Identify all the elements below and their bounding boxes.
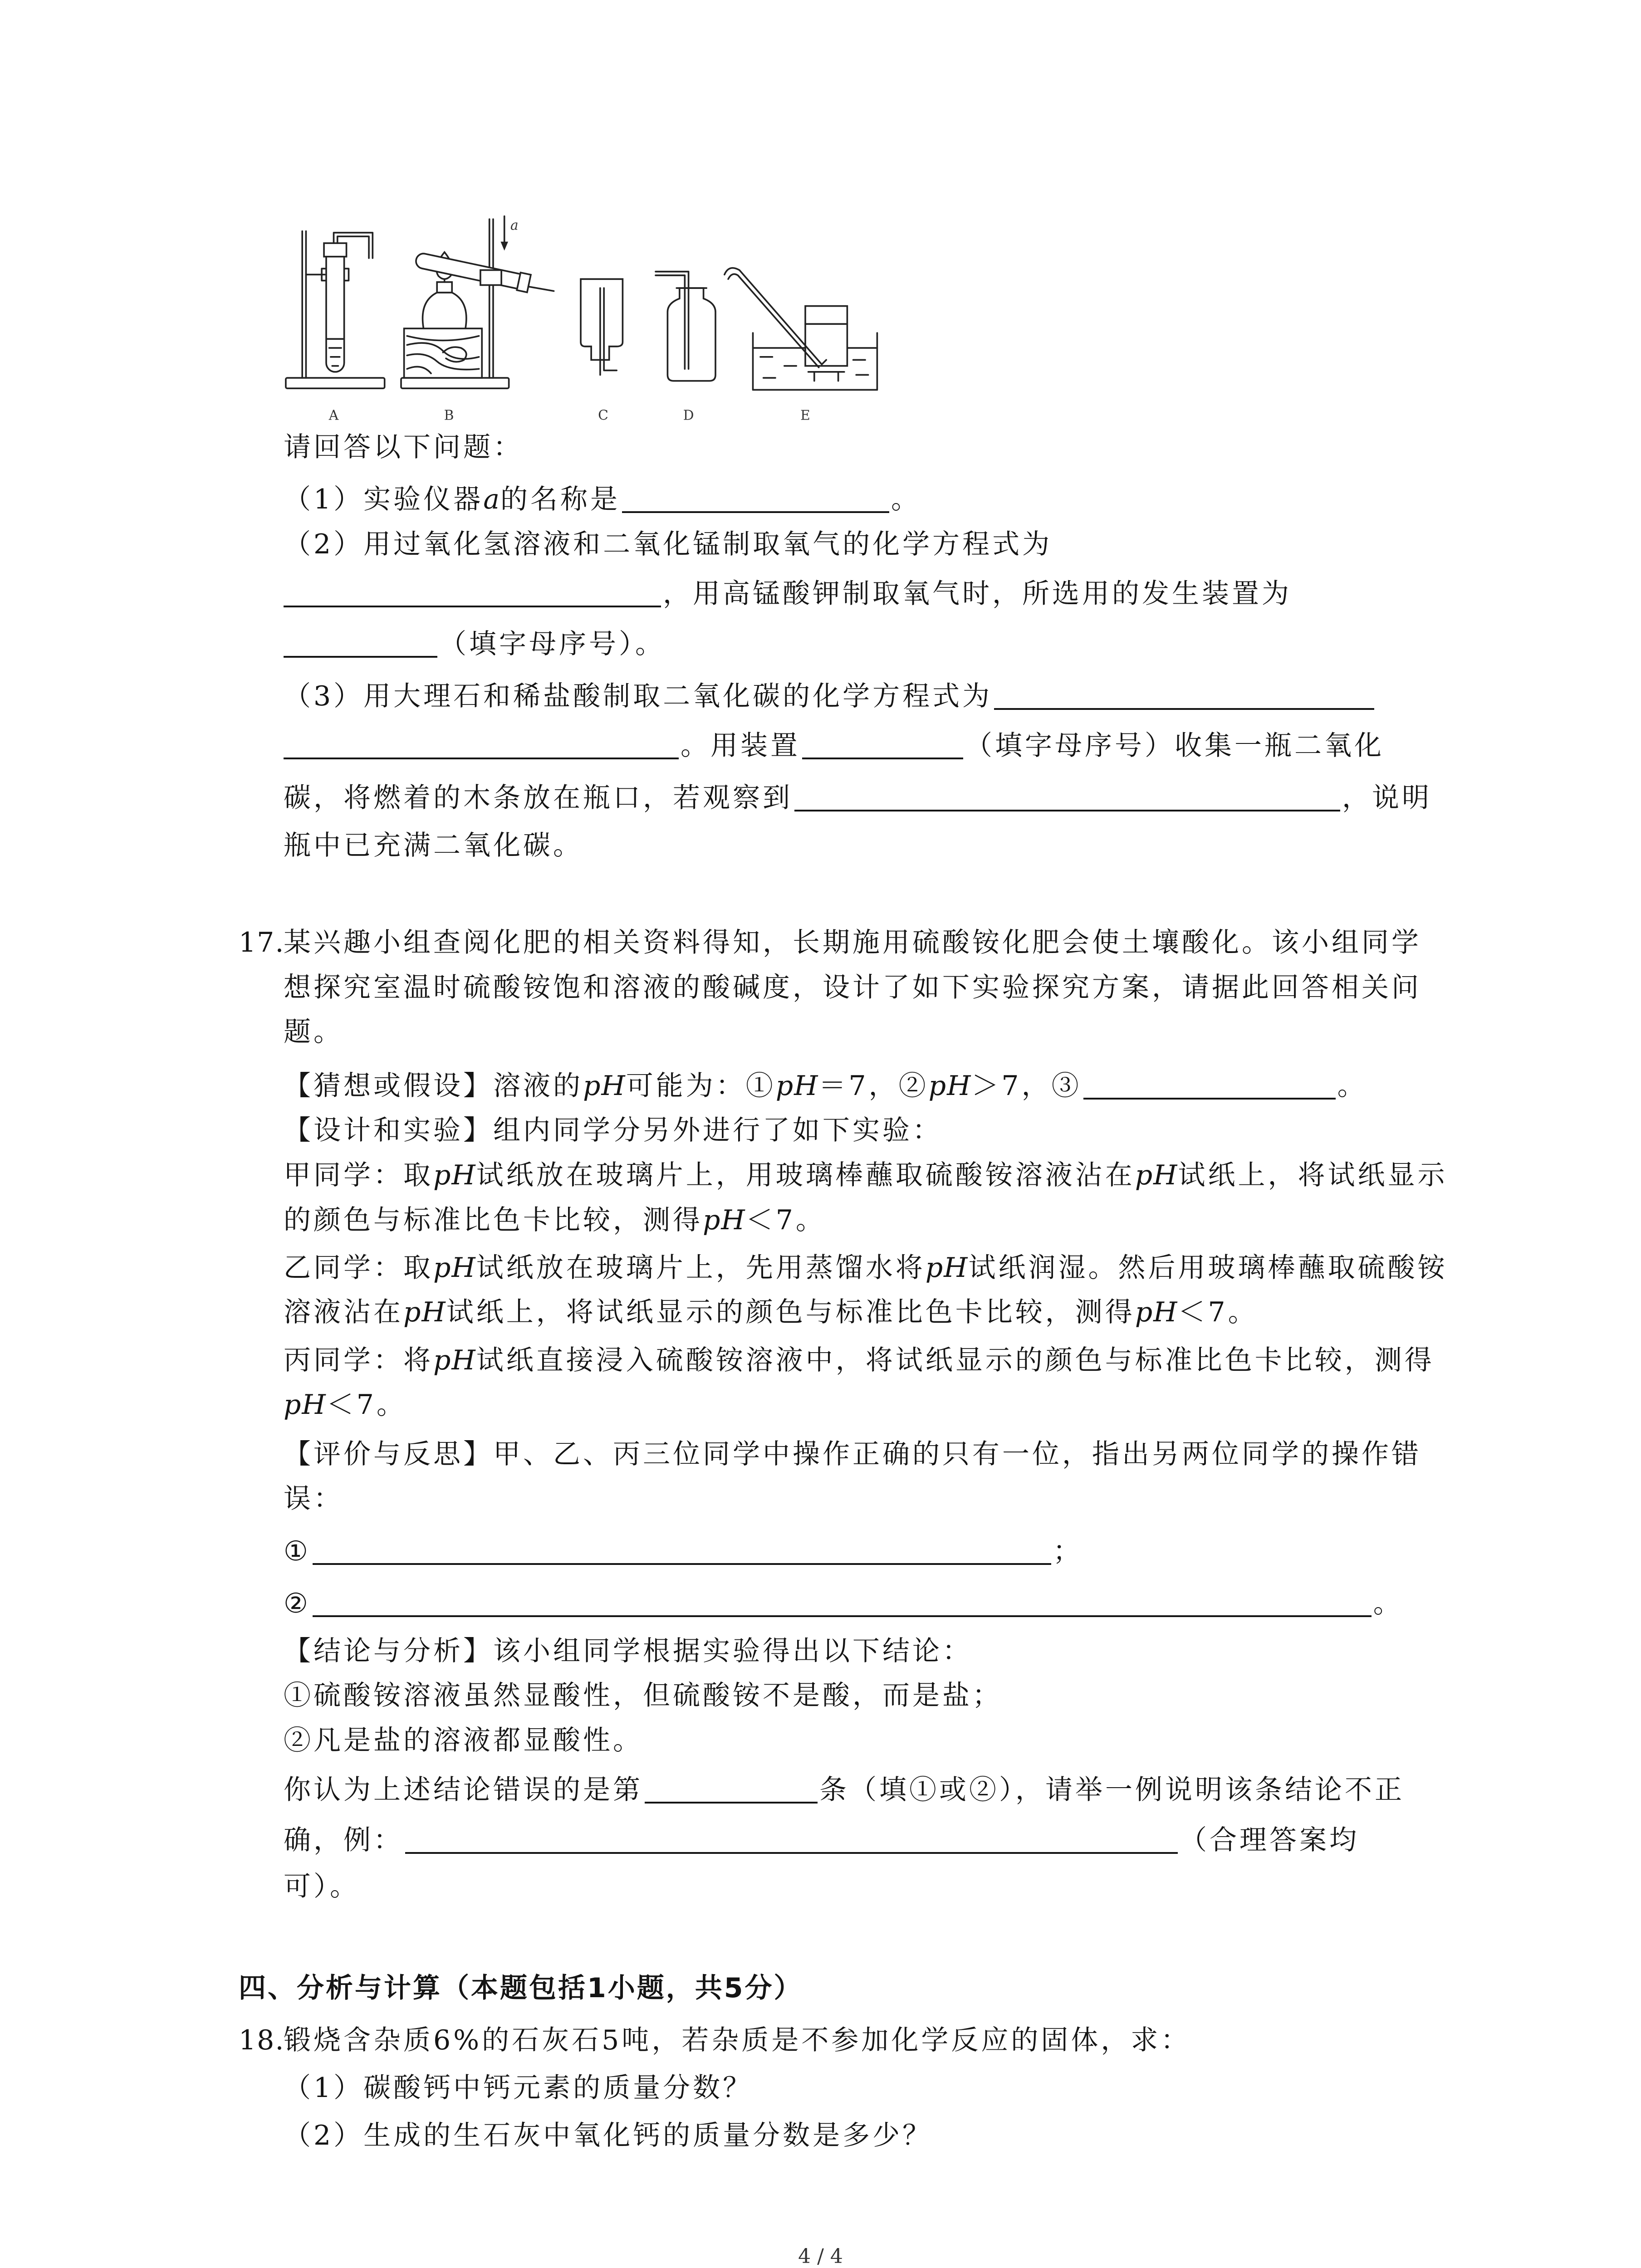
student-bing-line1 <box>284 1340 1435 1381</box>
q17-final-question-line1 <box>284 1769 1405 1810</box>
ph-symbol: pH <box>928 1070 972 1102</box>
q17-reflection-line: 误： <box>284 1483 343 1515</box>
student-yi-text: ＜7。 <box>1178 1296 1258 1328</box>
student-bing-line2 <box>284 1384 407 1425</box>
q18-part: （1）碳酸钙中钙元素的质量分数？ <box>284 2072 753 2104</box>
apparatus-label-e: E <box>800 407 810 424</box>
apparatus-c <box>581 279 622 375</box>
q16-part3-line2 <box>284 725 1384 766</box>
apparatus-label-c: C <box>598 407 608 424</box>
stopper <box>324 243 347 257</box>
ph-symbol: pH <box>1135 1296 1178 1328</box>
student-jia-text: 试纸上，将试纸显示 <box>1178 1159 1448 1191</box>
q17-final-question-line3: 可）。 <box>284 1871 360 1902</box>
q17-intro-line: 题。 <box>284 1016 343 1048</box>
q17-answer2 <box>284 1583 1403 1624</box>
q16-part3-text: （填字母序号）收集一瓶二氧化 <box>965 730 1384 762</box>
final-question-text: 你认为上述结论错误的是第 <box>284 1774 643 1806</box>
ph-symbol: pH <box>583 1070 626 1102</box>
pointer-label: a <box>510 217 519 234</box>
answer-blank <box>284 628 437 658</box>
delivery-tube <box>529 287 554 291</box>
answer-blank <box>405 1824 1178 1854</box>
hypothesis-text: ＞7，③ <box>971 1070 1082 1102</box>
student-jia-text: ＜7。 <box>745 1204 826 1236</box>
q16-prompt: 请回答以下问题： <box>284 431 523 463</box>
q16-part2-text: （填字母序号）。 <box>439 628 665 660</box>
answer-end: 。 <box>1373 1588 1403 1619</box>
q16-part1-end: 。 <box>891 484 921 515</box>
final-question-text: 条（填①或②），请举一例说明该条结论不正 <box>819 1774 1405 1806</box>
hypothesis-text: ＝7，② <box>818 1070 929 1102</box>
answer-blank <box>802 729 963 759</box>
q16-part2-line1: （2）用过氧化氢溶液和二氧化锰制取氧气的化学方程式为 <box>284 528 1053 560</box>
ph-symbol: pH <box>775 1070 819 1102</box>
lamp-neck <box>437 282 452 293</box>
answer-blank <box>313 1535 1051 1565</box>
section-heading: 四、分析与计算（本题包括1小题，共5分） <box>239 1972 803 2004</box>
hypothesis-end: 。 <box>1337 1070 1367 1102</box>
bottle-shelf <box>808 372 844 381</box>
apparatus-a <box>286 231 385 389</box>
q16-part1-text: 的名称是 <box>500 484 620 515</box>
student-bing-text: ＜7。 <box>326 1389 407 1421</box>
ph-symbol: pH <box>433 1159 476 1191</box>
answer-blank <box>1083 1070 1336 1100</box>
q16-part2-line3 <box>284 624 665 665</box>
hypothesis-text: 可能为：① <box>626 1070 776 1102</box>
gas-bottle-inverted <box>805 306 847 366</box>
q17-hypothesis <box>284 1066 1367 1106</box>
apparatus-label-d: D <box>683 407 694 424</box>
q16-part3-line4: 瓶中已充满二氧化碳。 <box>284 830 583 861</box>
apparatus-label-b: B <box>444 407 454 424</box>
q17-number: 17. <box>239 927 285 958</box>
test-tube <box>326 255 344 371</box>
q17-reflection-line: 【评价与反思】甲、乙、丙三位同学中操作正确的只有一位，指出另两位同学的操作错 <box>284 1438 1421 1470</box>
answer-blank <box>313 1587 1372 1617</box>
q16-part3-text: 。用装置 <box>681 730 800 762</box>
stand-base <box>286 378 385 388</box>
q17-design-heading: 【设计和实验】组内同学分另外进行了如下实验： <box>284 1114 942 1146</box>
answer-blank <box>622 483 889 513</box>
q17-conclusion-heading: 【结论与分析】该小组同学根据实验得出以下结论： <box>284 1635 972 1667</box>
gas-bottle <box>667 288 715 381</box>
student-yi-text: 试纸上，将试纸显示的颜色与标准比色卡比较，测得 <box>446 1296 1135 1328</box>
answer-blank <box>994 680 1374 710</box>
q16-part3-text: ，说明 <box>1342 782 1432 814</box>
ph-symbol: pH <box>433 1252 476 1284</box>
student-yi-text: 试纸润湿。然后用玻璃棒蘸取硫酸铵 <box>968 1252 1448 1284</box>
student-bing-text: 试纸直接浸入硫酸铵溶液中，将试纸显示的颜色与标准比色卡比较，测得 <box>476 1344 1435 1376</box>
q18-stem: 锻烧含杂质6%的石灰石5吨，若杂质是不参加化学反应的固体，求： <box>284 2024 1191 2056</box>
answer-blank <box>284 729 679 759</box>
clamp <box>480 270 501 285</box>
q17-conclusion-item: ①硫酸铵溶液虽然显酸性，但硫酸铵不是酸，而是盐； <box>284 1680 1002 1711</box>
hypothesis-text: 【猜想或假设】溶液的 <box>284 1070 583 1102</box>
gas-bottle-inverted <box>581 279 622 360</box>
final-question-text: 确，例： <box>284 1824 403 1856</box>
q18-part: （2）生成的生石灰中氧化钙的质量分数是多少？ <box>284 2120 933 2151</box>
q16-part3-line3 <box>284 777 1432 818</box>
answer-marker: ② <box>284 1588 311 1619</box>
student-jia-line2 <box>284 1200 826 1241</box>
student-yi-text: 试纸放在玻璃片上，先用蒸馏水将 <box>476 1252 926 1284</box>
answer-blank <box>794 782 1340 811</box>
student-yi-text: 乙同学：取 <box>284 1252 433 1284</box>
apparatus-label-a: A <box>328 407 339 424</box>
apparatus-figure <box>281 213 880 427</box>
pointer-arrow-head <box>500 242 508 251</box>
student-jia-text: 甲同学：取 <box>284 1159 433 1191</box>
q16-part3-text: 碳，将燃着的木条放在瓶口，若观察到 <box>284 782 793 814</box>
q17-intro-line: 某兴趣小组查阅化肥的相关资料得知，长期施用硫酸铵化肥会使土壤酸化。该小组同学 <box>284 927 1421 958</box>
q17-answer1 <box>284 1531 1083 1572</box>
alcohol-lamp <box>423 293 466 328</box>
stand-base <box>401 378 509 388</box>
apparatus-e <box>725 268 877 390</box>
student-yi-line1 <box>284 1247 1447 1288</box>
q17-intro-line: 想探究室温时硫酸铵饱和溶液的酸碱度，设计了如下实验探究方案，请据此回答相关问 <box>284 972 1421 1003</box>
apparatus-b <box>401 216 554 389</box>
student-jia-text: 的颜色与标准比色卡比较，测得 <box>284 1204 703 1236</box>
page-number: 4 / 4 <box>798 2245 843 2268</box>
q18-number: 18. <box>239 2024 285 2056</box>
q16-part3-text: （3）用大理石和稀盐酸制取二氧化碳的化学方程式为 <box>284 680 993 712</box>
student-jia-line1 <box>284 1155 1447 1196</box>
test-tube <box>415 252 529 290</box>
q16-part3-line1 <box>284 676 1376 717</box>
answer-blank <box>284 577 661 607</box>
student-jia-text: 试纸放在玻璃片上，用玻璃棒蘸取硫酸铵溶液沾在 <box>476 1159 1135 1191</box>
student-yi-text: 溶液沾在 <box>284 1296 403 1328</box>
ph-symbol: pH <box>403 1296 446 1328</box>
ph-symbol: pH <box>1135 1159 1178 1191</box>
ph-symbol: pH <box>433 1344 476 1376</box>
ph-symbol: pH <box>925 1252 969 1284</box>
answer-marker: ① <box>284 1535 311 1567</box>
ph-symbol: pH <box>284 1389 327 1421</box>
student-bing-text: 丙同学：将 <box>284 1344 433 1376</box>
answer-end: ； <box>1053 1535 1083 1567</box>
answer-blank <box>645 1774 818 1804</box>
student-yi-line2 <box>284 1292 1258 1333</box>
final-question-text: （合理答案均 <box>1180 1824 1359 1856</box>
q17-final-question-line2 <box>284 1820 1359 1861</box>
q16-part2-line2 <box>284 573 1292 614</box>
q16-part2-text: ，用高锰酸钾制取氧气时，所选用的发生装置为 <box>663 578 1292 610</box>
instrument-symbol: a <box>483 484 500 515</box>
ph-symbol: pH <box>703 1204 746 1236</box>
q16-part1-text: （1）实验仪器 <box>284 484 484 515</box>
q17-conclusion-item: ②凡是盐的溶液都显酸性。 <box>284 1725 643 1756</box>
apparatus-d <box>656 272 715 381</box>
q16-part1 <box>284 479 921 520</box>
